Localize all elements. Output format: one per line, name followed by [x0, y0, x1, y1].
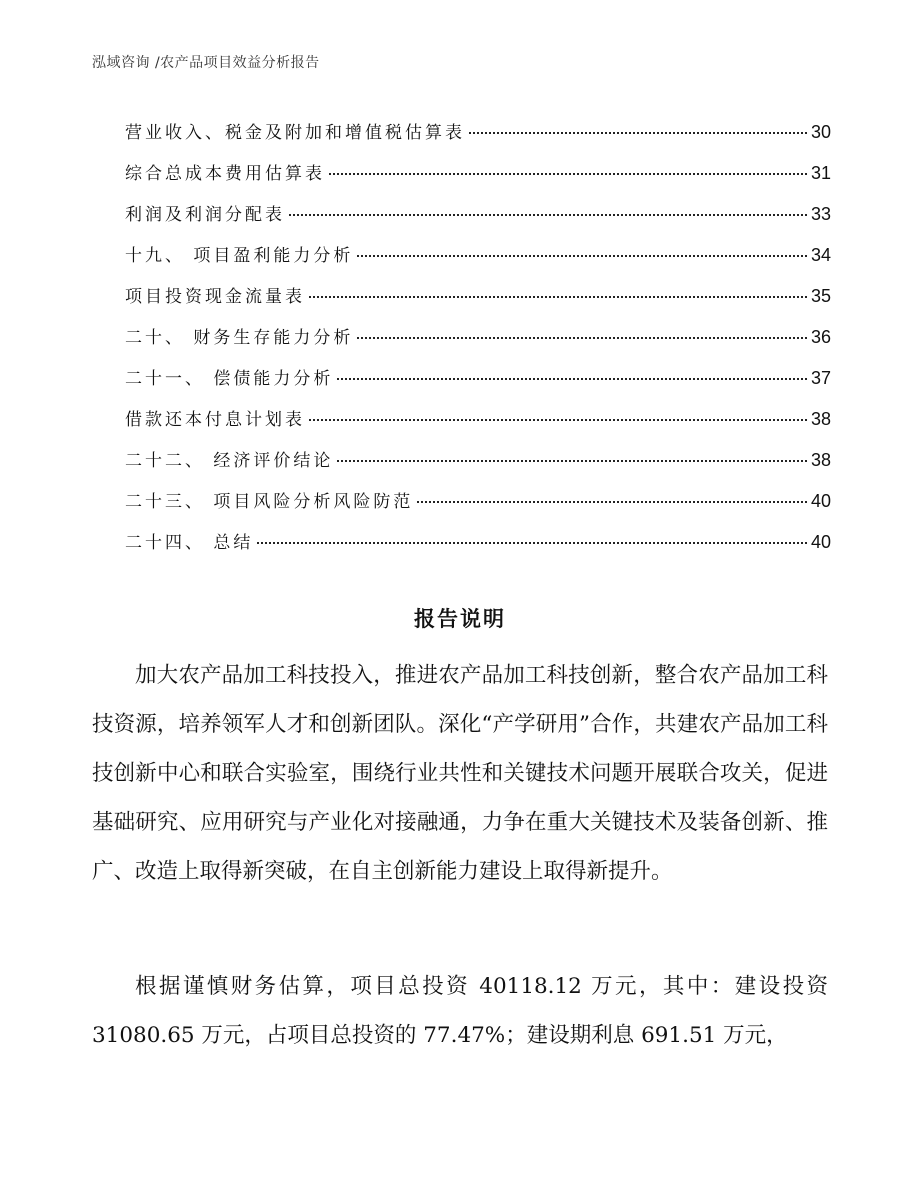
- toc-entry-label: 十九、 项目盈利能力分析: [125, 246, 354, 266]
- section-title: 报告说明: [414, 607, 506, 631]
- toc-entry[interactable]: [125, 241, 831, 282]
- toc-entry-page: 38: [810, 409, 831, 429]
- toc-entry[interactable]: [125, 528, 831, 569]
- toc-leader-dots: [309, 419, 807, 421]
- toc-entry[interactable]: [125, 487, 831, 528]
- toc-entry-page: 34: [810, 245, 831, 265]
- toc-entry[interactable]: [125, 282, 831, 323]
- toc-leader-dots: [357, 255, 807, 257]
- toc-entry-label: 二十一、 偿债能力分析: [125, 369, 334, 389]
- toc-entry-label: 项目投资现金流量表: [125, 287, 305, 307]
- toc-entry[interactable]: [125, 405, 831, 446]
- toc-entry-label: 利润及利润分配表: [125, 205, 285, 225]
- toc-entry-page: 37: [810, 368, 831, 388]
- toc-entry-page: 35: [810, 286, 831, 306]
- toc-leader-dots: [309, 296, 807, 298]
- toc-leader-dots: [337, 378, 807, 380]
- table-of-contents: [125, 118, 831, 569]
- toc-leader-dots: [469, 132, 807, 134]
- toc-leader-dots: [329, 173, 807, 175]
- body-paragraph: 加大农产品加工科技投入，推进农产品加工科技创新，整合农产品加工科技资源，培养领军人才和创新团队。深化“产学研用”合作，共建农产品加工科技创新中心和联合实验室，围绕行业共性和关键技术问题开展联合攻关，促进基础研究、应用研究与产业化对接融通，力争在重大关键技术及装备创新、推广、改造上取得新突破，在自主创新能力建设上取得新提升。: [92, 663, 828, 884]
- toc-entry[interactable]: [125, 323, 831, 364]
- toc-entry[interactable]: [125, 159, 831, 200]
- page-header: 泓域咨询 /农产品项目效益分析报告: [92, 55, 320, 71]
- toc-entry-label: 营业收入、税金及附加和增值税估算表: [125, 123, 465, 143]
- toc-leader-dots: [337, 460, 807, 462]
- body-paragraph: 根据谨慎财务估算，项目总投资 40118.12 万元，其中：建设投资 31080.65 万元，占项目总投资的 77.47%；建设期利息 691.51 万元，: [92, 974, 828, 1048]
- toc-entry-label: 二十二、 经济评价结论: [125, 451, 334, 471]
- toc-entry-label: 借款还本付息计划表: [125, 410, 305, 430]
- toc-entry-label: 二十四、 总结: [125, 533, 254, 553]
- toc-entry[interactable]: [125, 364, 831, 405]
- toc-entry[interactable]: [125, 446, 831, 487]
- toc-entry-page: 33: [810, 204, 831, 224]
- toc-leader-dots: [417, 501, 807, 503]
- toc-entry-page: 40: [810, 532, 831, 552]
- toc-entry-page: 38: [810, 450, 831, 470]
- toc-entry-label: 二十三、 项目风险分析风险防范: [125, 492, 414, 512]
- toc-entry[interactable]: [125, 118, 831, 159]
- toc-entry-page: 40: [810, 491, 831, 511]
- toc-leader-dots: [289, 214, 807, 216]
- toc-entry-label: 二十、 财务生存能力分析: [125, 328, 354, 348]
- toc-entry-page: 31: [810, 163, 831, 183]
- toc-leader-dots: [257, 542, 807, 544]
- toc-entry[interactable]: [125, 200, 831, 241]
- toc-leader-dots: [357, 337, 807, 339]
- toc-entry-label: 综合总成本费用估算表: [125, 164, 325, 184]
- toc-entry-page: 36: [810, 327, 831, 347]
- toc-entry-page: 30: [810, 122, 831, 142]
